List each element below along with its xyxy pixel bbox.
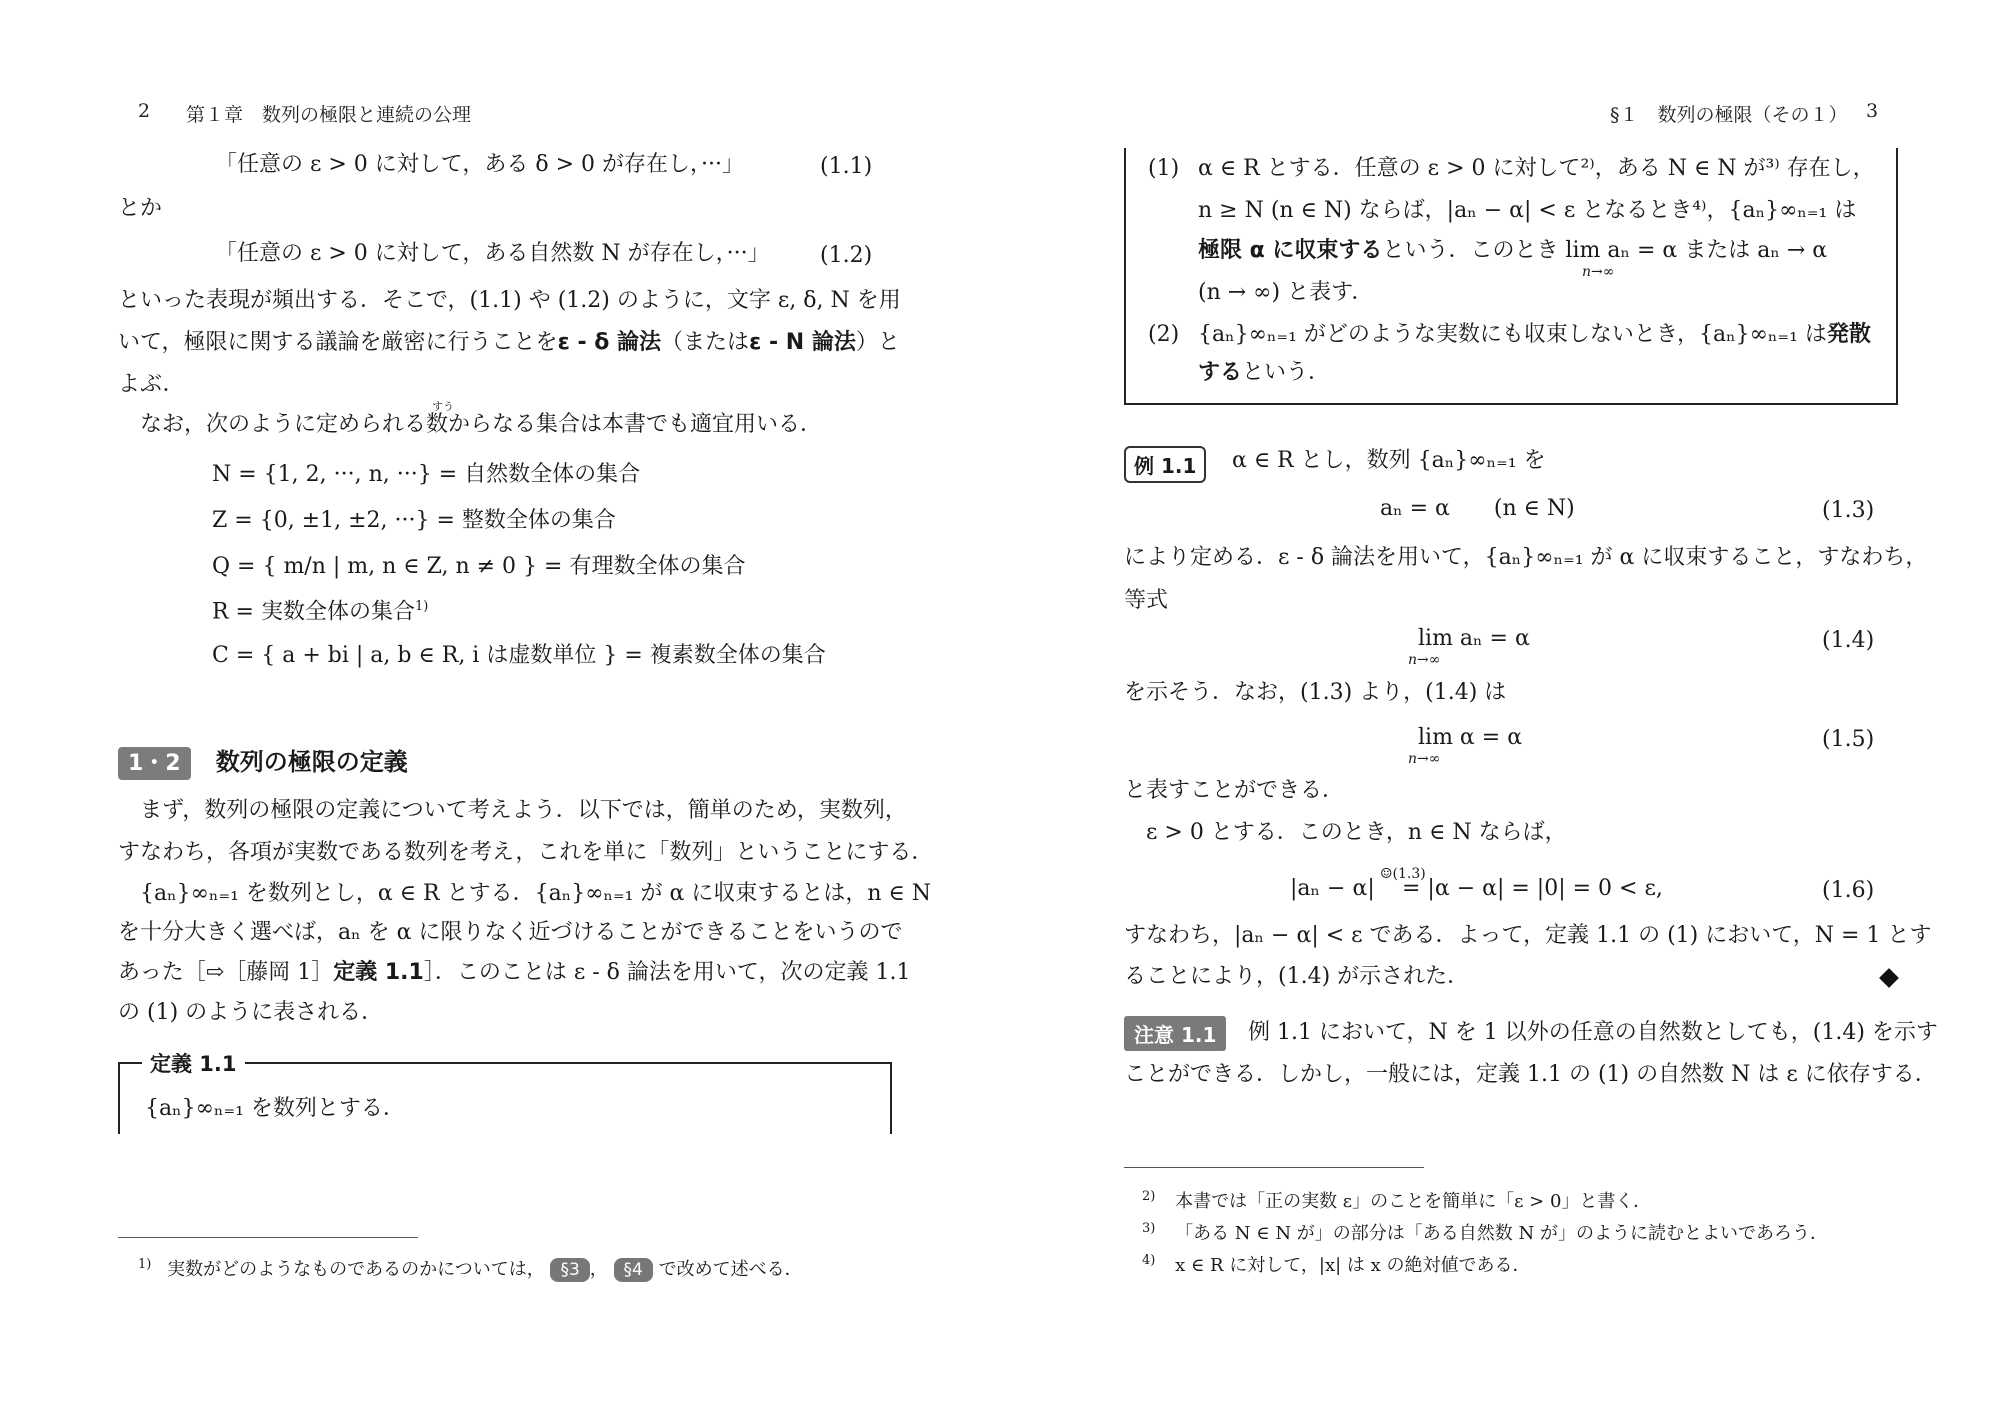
item-label: (2) [1148,322,1180,347]
paragraph-line: を示そう．なお，(1.3) より，(1.4) は [1124,680,1507,705]
paragraph-line: あった［⇨［藤岡 1］定義 1.1］．このことは ε - δ 論法を用いて，次の定義 1.1 [118,960,911,985]
running-header: 第１章 数列の極限と連続の公理 [186,104,472,126]
ruby: すう [432,400,454,413]
right-page [1000,0,2000,1419]
example-label: 例 1.1 [1124,446,1206,483]
paragraph-line: といった表現が頻出する．そこで，(1.1) や (1.2) のように，文字 ε, δ, N を用 [118,288,901,313]
set-definition-Z: Z = {0, ±1, ±2, ···} = 整数全体の集合 [212,508,616,533]
equation-number: (1.6) [1822,878,1875,903]
paragraph-line: と表すことができる． [1124,778,1345,803]
paragraph-line: により定める．ε - δ 論法を用いて，{aₙ}∞ₙ₌₁ が α に収束すること，すなわち， [1124,545,1928,570]
paragraph-line: まず，数列の極限の定義について考えよう．以下では，簡単のため，実数列， [140,798,907,823]
paragraph-line: 等式 [1124,588,1169,613]
definition-line: 極限 α に収束するという．このとき lim aₙ = α または aₙ → α [1198,238,1828,263]
defined-term: する [1198,360,1243,385]
equation: lim α = α [1418,725,1523,750]
definition-line: するという． [1198,360,1331,385]
definition-line: α ∈ R とする．任意の ε > 0 に対して²⁾，ある N ∈ N が³⁾ 存在し， [1198,156,1875,181]
equation: aₙ = α (n ∈ N) [1380,496,1575,521]
paragraph-line: よぶ． [118,372,185,397]
footnote-rule [118,1237,418,1238]
paragraph-line: すなわち，各項が実数である数列を考え，これを単に「数列」ということにする． [118,840,934,865]
section-ref-badge[interactable]: §4 [614,1258,653,1282]
paragraph-line: を十分大きく選べば，aₙ を α に限りなく近づけることができることをいうので [118,920,903,945]
example-text: α ∈ R とし，数列 {aₙ}∞ₙ₌₁ を [1232,448,1546,473]
defined-term: 発散 [1826,322,1871,347]
equation-annotation: ☺(1.3) [1380,866,1426,882]
quote-2: 「任意の ε > 0 に対して，ある自然数 N が存在し，···」 [215,241,770,266]
note-text: ことができる．しかし，一般には，定義 1.1 の (1) の自然数 N は ε に依存する． [1124,1062,1937,1087]
defined-term: 極限 α に収束する [1198,238,1383,263]
equation-number: (1.5) [1822,727,1875,752]
equation-number: (1.1) [820,154,873,179]
term-epsilon-n: ε - N 論法 [749,330,856,355]
footnote: $^{1)}$ 実数がどのようなものであるのかについては， §3 ， §4 で改めて述べる． [138,1257,803,1280]
text-line: とか [118,196,163,221]
definition-line: {aₙ}∞ₙ₌₁ がどのような実数にも収束しないとき，{aₙ}∞ₙ₌₁ は発散 [1198,322,1871,347]
footnote-rule [1124,1167,1424,1168]
end-of-example-icon [1879,968,1899,988]
footnote: $^{3)}$ 「ある N ∈ N が」の部分は「ある自然数 N が」のように読むとよいであろう． [1142,1221,1828,1244]
paragraph-line: いて，極限に関する議論を厳密に行うことをε - δ 論法（またはε - N 論法）と [118,330,900,355]
footnote-ref: 1) [415,599,429,614]
limit-subscript: n→∞ [1582,264,1615,280]
section-number-badge: 1・2 [118,747,191,780]
equation-lhs: |aₙ − α| [1290,876,1375,901]
definition-label: 定義 1.1 [142,1048,245,1078]
section-heading [118,742,408,777]
section-ref-badge[interactable]: §3 [550,1258,589,1282]
note-text: 例 1.1 において，N を 1 以外の任意の自然数としても，(1.4) を示す [1248,1020,1938,1045]
paragraph-line: {aₙ}∞ₙ₌₁ を数列とし，α ∈ R とする．{aₙ}∞ₙ₌₁ が α に収束するとは，n ∈ N [140,881,932,906]
term-epsilon-delta: ε - δ 論法 [557,330,662,355]
set-definition-Q: Q = { m/n | m, n ∈ Z, n ≠ 0 } = 有理数全体の集合 [212,554,746,579]
quote-1: 「任意の ε > 0 に対して，ある δ > 0 が存在し，···」 [215,152,744,177]
note-label: 注意 1.1 [1124,1016,1226,1051]
set-definition-C: C = { a + bi | a, b ∈ R, i は虚数単位 } = 複素数全体の集合 [212,643,826,668]
section-title: 数列の極限の定義 [215,748,408,776]
equation: lim aₙ = α [1418,626,1530,651]
running-header: §１ 数列の極限（その１） [1610,104,1848,126]
set-definition-R: R = 実数全体の集合$^{1)}$ [212,599,429,625]
definition-line: (n → ∞) と表す． [1198,280,1374,305]
paragraph-line: ε > 0 とする．このとき，n ∈ N ならば， [1146,820,1567,845]
equation-number: (1.3) [1822,498,1875,523]
definition-reference: 定義 1.1 [333,960,424,985]
set-definition-N: N = {1, 2, ···, n, ···} = 自然数全体の集合 [212,462,641,487]
page-number: 2 [138,100,151,122]
paragraph-line: なお，次のように定められる数からなる集合は本書でも適宜用いる． [140,412,823,437]
equation-rhs: = |α − α| = |0| = 0 < ε, [1402,876,1663,901]
definition-text: {aₙ}∞ₙ₌₁ を数列とする． [145,1096,405,1121]
item-label: (1) [1148,156,1180,181]
footnote: $^{4)}$ x ∈ R に対して，|x| は x の絶対値である． [1142,1253,1531,1276]
page-number: 3 [1866,100,1879,122]
equation-number: (1.2) [820,243,873,268]
paragraph-line: すなわち，|aₙ − α| < ε である．よって，定義 1.1 の (1) において，N = 1 とす [1124,923,1932,948]
limit-subscript: n→∞ [1408,652,1441,668]
paragraph-line: ることにより，(1.4) が示された． [1124,964,1470,989]
definition-line: n ≥ N (n ∈ N) ならば，|aₙ − α| < ε となるとき⁴⁾，{aₙ}∞ₙ₌₁ は [1198,198,1857,223]
paragraph-line: の (1) のように表される． [118,1000,384,1025]
footnote: $^{2)}$ 本書では「正の実数 ε」のことを簡単に「ε > 0」と書く． [1142,1189,1652,1212]
limit-subscript: n→∞ [1408,751,1441,767]
equation-number: (1.4) [1822,628,1875,653]
